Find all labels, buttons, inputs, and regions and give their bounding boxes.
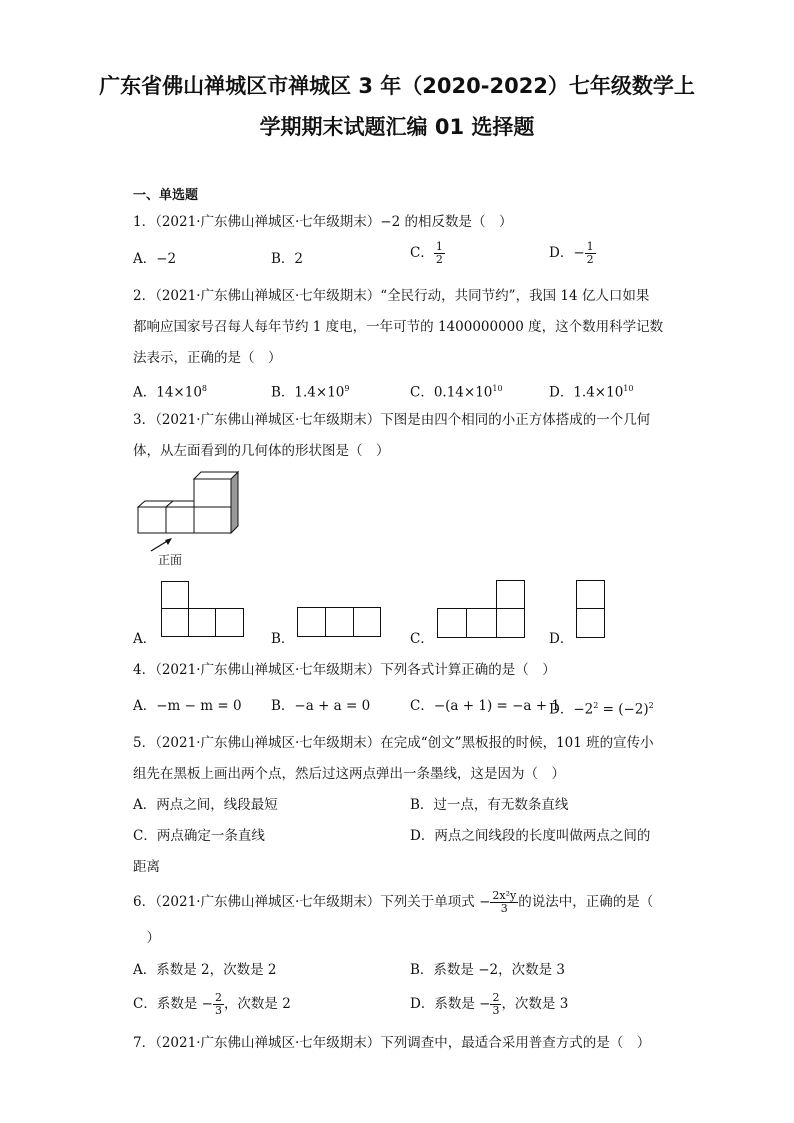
q2-option-d <box>549 379 633 403</box>
q2-stem-line2: 都响应国家号召每人每年节约 1 度电，一年可节的 1400000000 度，这个数用科学记数 <box>133 319 664 335</box>
q6-option-d <box>410 992 568 1017</box>
q2-d-base: D．1.4×10 <box>549 384 624 401</box>
q6-stem-line2: ） <box>133 930 160 946</box>
q4-d-exponent1: 2 <box>593 701 599 710</box>
q4-option-d <box>549 696 654 720</box>
q6-option-b: B．系数是 −2，次数是 3 <box>410 962 565 978</box>
q4-option-a: A．−m − m = 0 <box>133 698 242 714</box>
q6-c-suffix: ，次数是 2 <box>223 996 291 1012</box>
q4-d-exponent2: 2 <box>648 701 654 710</box>
q6-monomial-fraction <box>490 890 518 915</box>
q6-d-fraction <box>490 992 501 1017</box>
q1-option-b: B．2 <box>271 251 304 267</box>
q2-c-exponent: 10 <box>492 384 503 393</box>
q4-stem: 4．（2021·广东佛山禅城区·七年级期末）下列各式计算正确的是（ ） <box>133 662 556 678</box>
q6-stem-prefix: 6．（2021·广东佛山禅城区·七年级期末）下列关于单项式 − <box>133 894 491 910</box>
q5-option-d-continued: 距离 <box>133 859 160 875</box>
q3-option-b-figure <box>297 607 382 638</box>
q5-option-a: A．两点之间，线段最短 <box>133 797 278 813</box>
q6-d-numerator: 2 <box>492 991 500 1004</box>
q3-option-d-label: D． <box>549 631 574 647</box>
q6-c-denominator: 3 <box>214 1004 222 1017</box>
q3-cube-figure <box>135 470 245 545</box>
q4-d-base: D．−2 <box>549 701 594 718</box>
q6-d-suffix: ，次数是 3 <box>501 996 569 1012</box>
document-title-line2: 学期期末试题汇编 01 选择题 <box>259 115 535 139</box>
q1-option-d-fraction <box>585 241 596 266</box>
q5-option-b: B．过一点，有无数条直线 <box>410 797 569 813</box>
q5-option-c: C．两点确定一条直线 <box>133 828 265 844</box>
q3-stem-line1: 3．（2021·广东佛山禅城区·七年级期末）下图是由四个相同的小正方体搭成的一个几何 <box>133 412 651 428</box>
section-heading: 一、单选题 <box>133 188 199 203</box>
q5-stem-line2: 组先在黑板上画出两个点，然后过这两点弹出一条墨线，这是因为（ ） <box>133 766 565 782</box>
q6-c-fraction <box>213 992 224 1017</box>
q1-d-denominator: 2 <box>586 253 594 266</box>
q6-c-prefix: C．系数是 − <box>133 996 213 1012</box>
q3-option-a-figure <box>161 581 245 638</box>
q3-option-b-label: B． <box>271 631 295 647</box>
q3-option-a-label: A． <box>133 631 157 647</box>
q6-fraction-numerator: 2x²y <box>492 889 517 902</box>
q2-b-base: B．1.4×10 <box>271 384 345 401</box>
q1-option-c <box>410 241 445 266</box>
q4-d-middle: = (−2) <box>598 701 649 718</box>
q6-d-denominator: 3 <box>492 1004 500 1017</box>
q3-front-label: 正面 <box>158 553 183 567</box>
q1-option-c-fraction <box>434 241 445 266</box>
q1-option-d <box>549 241 596 266</box>
q6-stem-suffix: 的说法中，正确的是（ <box>518 894 654 910</box>
q2-d-exponent: 10 <box>623 384 634 393</box>
q2-a-base: A．14×10 <box>133 384 202 401</box>
q2-b-exponent: 9 <box>344 384 350 393</box>
q3-option-d-figure <box>576 580 606 639</box>
q1-c-denominator: 2 <box>435 253 443 266</box>
q3-option-c-figure <box>437 580 526 639</box>
q1-c-numerator: 1 <box>435 240 443 253</box>
q1-option-c-label: C． <box>410 245 434 261</box>
document-title-line1: 广东省佛山禅城区市禅城区 3 年（2020-2022）七年级数学上 <box>99 74 695 98</box>
q5-option-d: D．两点之间线段的长度叫做两点之间的 <box>410 828 651 844</box>
q6-fraction-denominator: 3 <box>500 902 508 915</box>
q1-option-a: A．−2 <box>133 251 177 267</box>
q5-stem-line1: 5．（2021·广东佛山禅城区·七年级期末）在完成“创文”黑板报的时候，101 班的宣传小 <box>133 735 654 751</box>
q6-option-a: A．系数是 2，次数是 2 <box>133 962 277 978</box>
q2-stem-line1: 2．（2021·广东佛山禅城区·七年级期末）“全民行动，共同节约”，我国 14 亿人口如果 <box>133 288 650 304</box>
q1-option-d-label: D．− <box>549 245 585 261</box>
q3-stem-line2: 体，从左面看到的几何体的形状图是（ ） <box>133 443 390 459</box>
q1-d-numerator: 1 <box>586 240 594 253</box>
q6-d-prefix: D．系数是 − <box>410 996 491 1012</box>
q2-option-b <box>271 379 349 403</box>
q1-stem: 1．（2021·广东佛山禅城区·七年级期末）−2 的相反数是（ ） <box>133 214 513 230</box>
q3-option-c-label: C． <box>410 631 434 647</box>
q2-stem-line3: 法表示，正确的是（ ） <box>133 350 282 366</box>
q2-a-exponent: 8 <box>201 384 208 393</box>
q4-option-c: C．−(a + 1) = −a + 1 <box>410 698 560 714</box>
q6-option-c <box>133 992 291 1017</box>
q4-option-b: B．−a + a = 0 <box>271 698 371 714</box>
q6-stem <box>133 890 653 915</box>
q2-c-base: C．0.14×10 <box>410 384 493 401</box>
q6-c-numerator: 2 <box>214 991 222 1004</box>
q2-option-a <box>133 379 207 403</box>
q2-option-c <box>410 379 503 403</box>
q7-stem: 7．（2021·广东佛山禅城区·七年级期末）下列调查中，最适合采用普查方式的是（ ） <box>133 1035 651 1051</box>
